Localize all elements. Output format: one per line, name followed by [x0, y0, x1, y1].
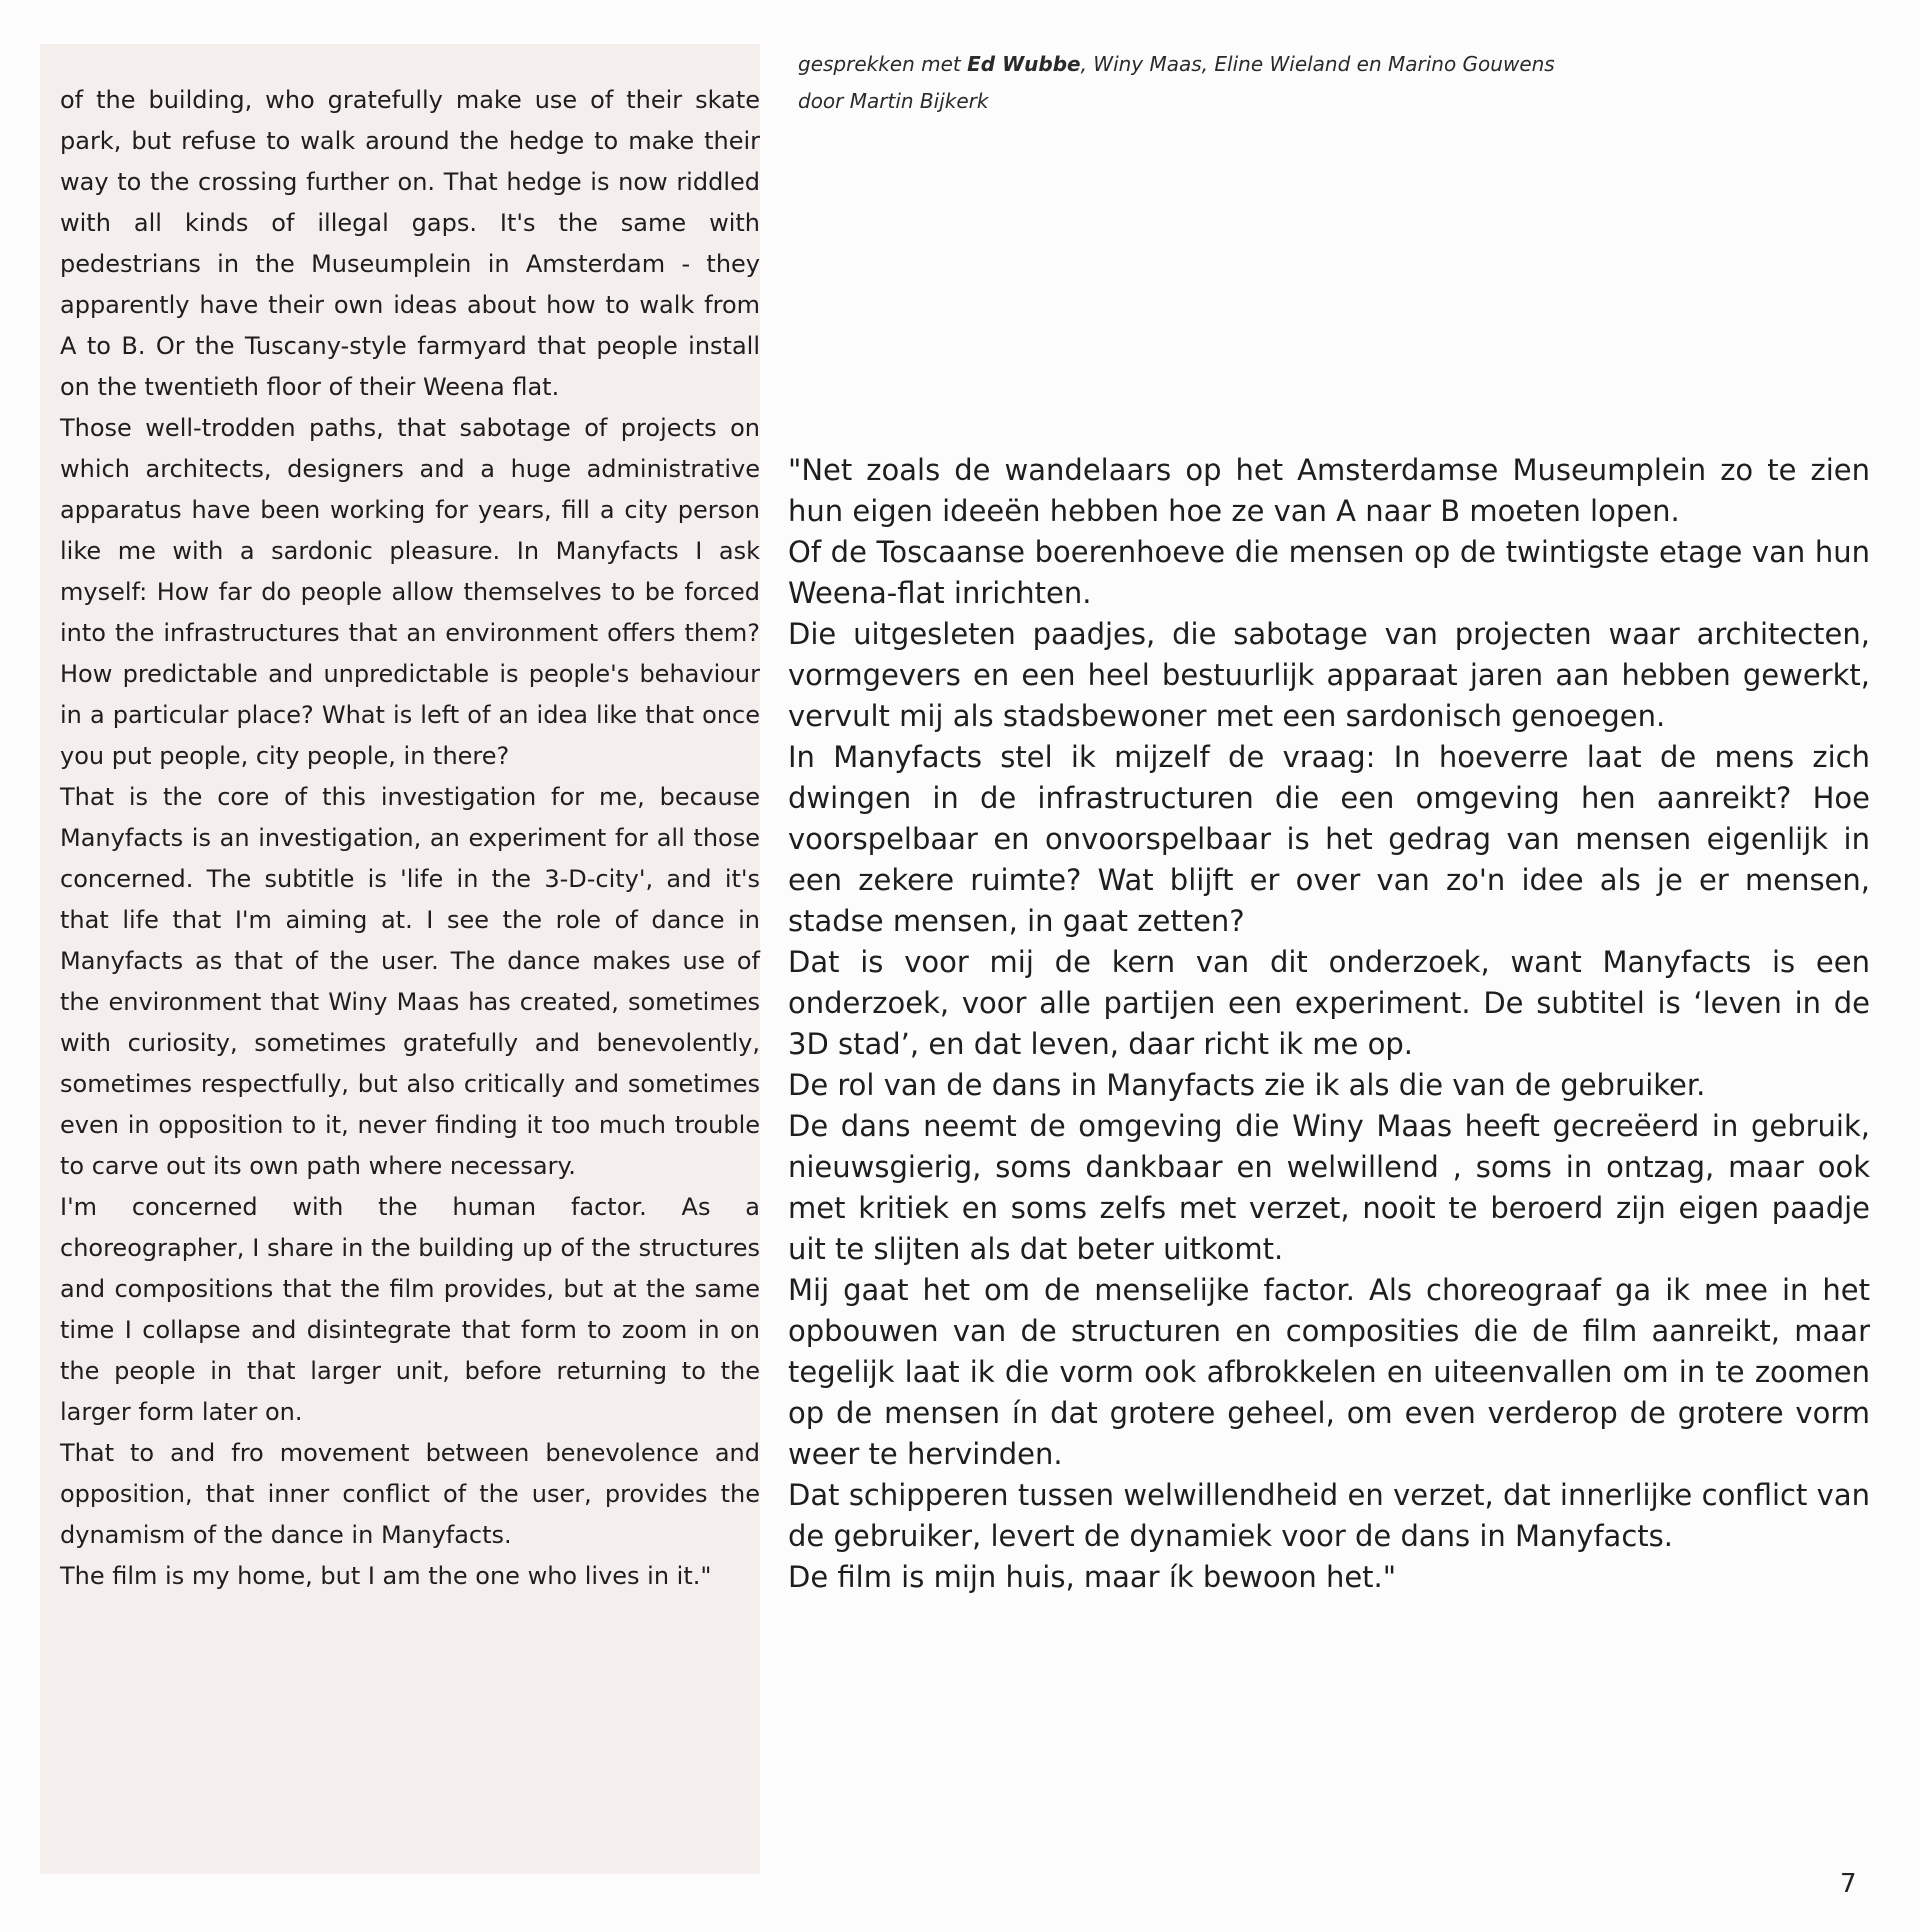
- dutch-paragraph: "Net zoals de wandelaars op het Amsterdamse Museumplein zo te zien hun eigen ideeën hebben hoe ze van A naar B moeten lopen.: [788, 453, 1870, 528]
- dutch-paragraph: De rol van de dans in Manyfacts zie ik als die van de gebruiker.: [788, 1068, 1706, 1102]
- dutch-paragraph: Dat schipperen tussen welwillendheid en verzet, dat innerlijke conflict van de gebruiker, levert de dynamiek voor de dans in Manyfacts.: [788, 1478, 1870, 1553]
- english-paragraph: That is the core of this investigation for me, because Manyfacts is an investigation, an experiment for all those concerned. The subtitle is 'life in the 3-D-city', and it's that life that I'm aiming at. I see the role of dance in Manyfacts as that of the user. The dance makes use of the environment that Winy Maas has created, sometimes with curiosity, sometimes gratefully and benevolently, sometimes respectfully, but also critically and sometimes even in opposition to it, never finding it too much trouble to carve out its own path where necessary.: [60, 783, 760, 1180]
- dutch-paragraph: Mij gaat het om de menselijke factor. Als choreograaf ga ik mee in het opbouwen van de structuren en composities die de film aanreikt, maar tegelijk laat ik die vorm ook afbrokkelen en uiteenvallen om in te zoomen op de mensen ín dat grotere geheel, om even verderop de grotere vorm weer te hervinden.: [788, 1273, 1870, 1471]
- dutch-paragraph: Dat is voor mij de kern van dit onderzoek, want Manyfacts is een onderzoek, voor alle partijen een experiment. De subtitel is ‘leven in de 3D stad’, en dat leven, daar richt ik me op.: [788, 945, 1870, 1061]
- english-paragraph: The film is my home, but I am the one who lives in it.": [60, 1562, 712, 1590]
- byline-author: door Martin Bijkerk: [798, 89, 989, 113]
- dutch-paragraph: In Manyfacts stel ik mijzelf de vraag: In hoeverre laat de mens zich dwingen in de infrastructuren die een omgeving hen aanreikt? Hoe voorspelbaar en onvoorspelbaar is het gedrag van mensen eigenlijk in een zekere ruimte? Wat blijft er over van zo'n idee als je er mensen, stadse mensen, in gaat zetten?: [788, 740, 1870, 938]
- english-paragraph: of the building, who gratefully make use of their skate park, but refuse to walk around the hedge to make their way to the crossing further on. That hedge is now riddled with all kinds of illegal gaps. It's the same with pedestrians in the Museumplein in Amsterdam - they apparently have their own ideas about how to walk from A to B. Or the Tuscany-style farmyard that people install on the twentieth floor of their Weena flat.: [60, 86, 760, 401]
- dutch-paragraph: De film is mijn huis, maar ík bewoon het.": [788, 1560, 1397, 1594]
- page-number: 7: [1840, 1869, 1857, 1899]
- byline-suffix: , Winy Maas, Eline Wieland en Marino Gouwens: [1080, 52, 1555, 76]
- dutch-paragraph: Of de Toscaanse boerenhoeve die mensen op de twintigste etage van hun Weena-flat inrichten.: [788, 535, 1870, 610]
- byline-interviewees: [798, 46, 1798, 83]
- byline-featured-name: Ed Wubbe: [967, 52, 1081, 76]
- byline: [798, 46, 1798, 120]
- dutch-column: [788, 450, 1870, 1598]
- english-column: [60, 80, 760, 1597]
- dutch-paragraph: De dans neemt de omgeving die Winy Maas heeft gecreëerd in gebruik, nieuwsgierig, soms dankbaar en welwillend , soms in ontzag, maar ook met kritiek en soms zelfs met verzet, nooit te beroerd zijn eigen paadje uit te slijten als dat beter uitkomt.: [788, 1109, 1870, 1266]
- english-paragraph: Those well-trodden paths, that sabotage of projects on which architects, designers and a huge administrative apparatus have been working for years, fill a city person like me with a sardonic pleasure. In Manyfacts I ask myself: How far do people allow themselves to be forced into the infrastructures that an environment offers them? How predictable and unpredictable is people's behaviour in a particular place? What is left of an idea like that once you put people, city people, in there?: [60, 414, 760, 770]
- english-paragraph: That to and fro movement between benevolence and opposition, that inner conflict of the user, provides the dynamism of the dance in Manyfacts.: [60, 1439, 760, 1549]
- dutch-paragraph: Die uitgesleten paadjes, die sabotage van projecten waar architecten, vormgevers en een heel bestuurlijk apparaat jaren aan hebben gewerkt, vervult mij als stadsbewoner met een sardonisch genoegen.: [788, 617, 1870, 733]
- english-paragraph: I'm concerned with the human factor. As a choreographer, I share in the building up of the structures and compositions that the film provides, but at the same time I collapse and disintegrate that form to zoom in on the people in that larger unit, before returning to the larger form later on.: [60, 1193, 760, 1426]
- byline-prefix: gesprekken met: [798, 52, 968, 76]
